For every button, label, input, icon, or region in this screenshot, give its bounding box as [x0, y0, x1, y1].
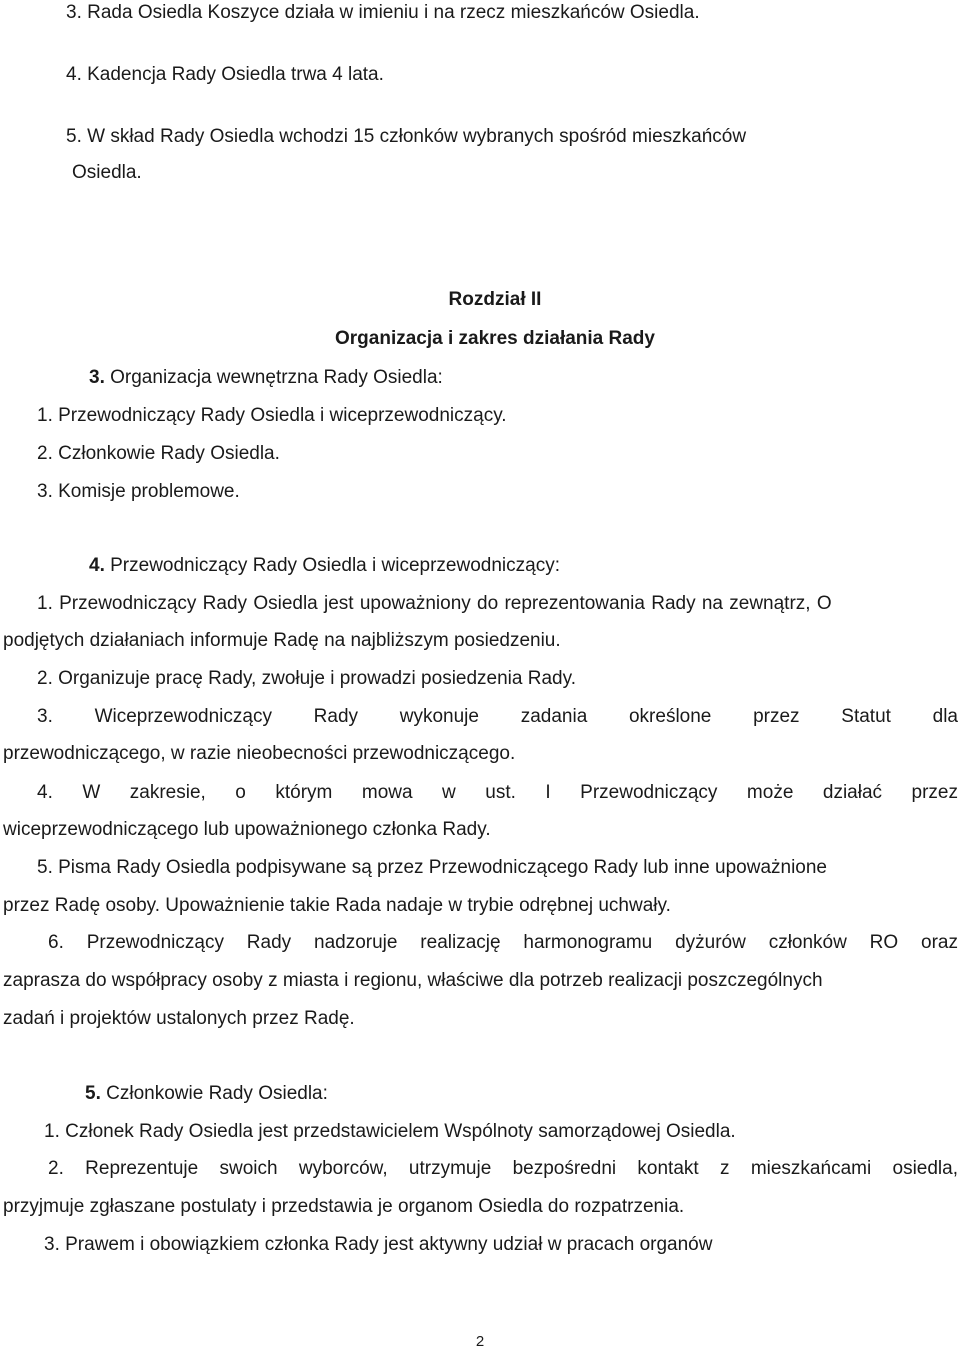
section-4-item-1-line1: 1. Przewodniczący Rady Osiedla jest upoważniony do reprezentowania Rady na zewnątrz, O: [37, 593, 832, 614]
page-number: 2: [475, 1333, 485, 1350]
section-4-item-3-line2: przewodniczącego, w razie nieobecności przewodniczącego.: [3, 743, 516, 764]
chapter-title: Rozdział II: [448, 289, 542, 310]
section-5-item-1: 1. Członek Rady Osiedla jest przedstawicielem Wspólnoty samorządowej Osiedla.: [44, 1121, 736, 1142]
section-4-item-6-line3: zadań i projektów ustalonych przez Radę.: [3, 1008, 355, 1029]
paragraph-3: 3. Rada Osiedla Koszyce działa w imieniu i na rzecz mieszkańców Osiedla.: [66, 2, 700, 23]
section-4-item-6-line2: zaprasza do współpracy osoby z miasta i regionu, właściwe dla potrzeb realizacji poszczególnych: [3, 970, 823, 991]
paragraph-5-line2: Osiedla.: [72, 162, 142, 183]
section-5-item-2-line1: 2. Reprezentuje swoich wyborców, utrzymuje bezpośredni kontakt z mieszkańcami osiedla,: [48, 1158, 958, 1179]
chapter-subtitle: Organizacja i zakres działania Rady: [335, 328, 655, 349]
section-4-item-1-line2: podjętych działaniach informuje Radę na najbliższym posiedzeniu.: [3, 630, 561, 651]
section-4-title: Przewodniczący Rady Osiedla i wiceprzewodniczący:: [104, 555, 560, 576]
section-4-number: 4.: [89, 555, 105, 576]
section-5-item-3: 3. Prawem i obowiązkiem członka Rady jest aktywny udział w pracach organów: [44, 1234, 713, 1255]
section-5-number: 5.: [85, 1083, 101, 1104]
section-3-item-2: 2. Członkowie Rady Osiedla.: [37, 443, 280, 464]
section-3-heading: [89, 367, 443, 389]
section-5-item-2-line2: przyjmuje zgłaszane postulaty i przedstawia je organom Osiedla do rozpatrzenia.: [3, 1196, 685, 1217]
section-4-item-4-line2: wiceprzewodniczącego lub upoważnionego członka Rady.: [3, 819, 491, 840]
section-4-item-6-line1: 6. Przewodniczący Rady nadzoruje realizację harmonogramu dyżurów członków RO oraz: [48, 932, 958, 953]
paragraph-5-line1: 5. W skład Rady Osiedla wchodzi 15 członków wybranych spośród mieszkańców: [66, 126, 747, 147]
section-3-item-3: 3. Komisje problemowe.: [37, 481, 240, 502]
section-4-item-5-line2: przez Radę osoby. Upoważnienie takie Rada nadaje w trybie odrębnej uchwały.: [3, 895, 671, 916]
section-3-title: Organizacja wewnętrzna Rady Osiedla:: [104, 367, 443, 388]
section-4-item-2: 2. Organizuje pracę Rady, zwołuje i prowadzi posiedzenia Rady.: [37, 668, 576, 689]
section-5-heading: [85, 1083, 328, 1105]
section-3-number: 3.: [89, 367, 105, 388]
section-4-heading: [89, 555, 560, 577]
section-4-item-3-line1: 3. Wiceprzewodniczący Rady wykonuje zadania określone przez Statut dla: [37, 706, 958, 727]
section-3-item-1: 1. Przewodniczący Rady Osiedla i wiceprzewodniczący.: [37, 405, 507, 426]
section-4-item-4-line1: 4. W zakresie, o którym mowa w ust. I Przewodniczący może działać przez: [37, 782, 958, 803]
section-5-title: Członkowie Rady Osiedla:: [100, 1083, 328, 1104]
paragraph-4: 4. Kadencja Rady Osiedla trwa 4 lata.: [66, 64, 384, 85]
section-4-item-5-line1: 5. Pisma Rady Osiedla podpisywane są przez Przewodniczącego Rady lub inne upoważnione: [37, 857, 828, 878]
